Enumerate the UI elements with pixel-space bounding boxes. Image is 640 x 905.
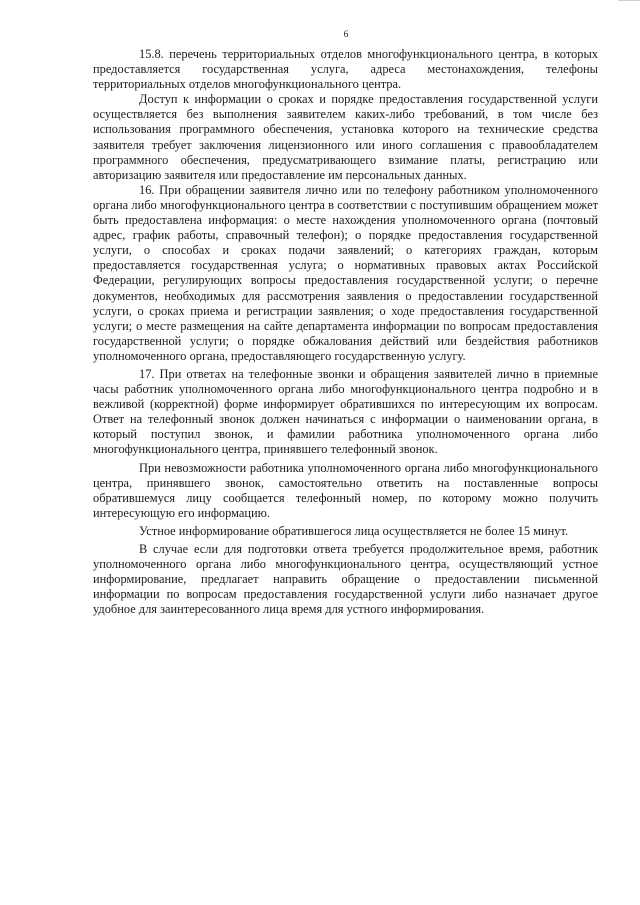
paragraph-long-preparation: В случае если для подготовки ответа требуется продолжительное время, работник уполномоченного органа либо многофункционального центра, осуществляющий устное информирование, предлагает направить обращение о предоставлении письменной информации по вопросам предоставления государственной услуги либо назначает другое удобное для заинтересованного лица время для устного информирования. [93, 542, 598, 617]
paragraph-17: 17. При ответах на телефонные звонки и обращения заявителей лично в приемные часы работник уполномоченного органа либо многофункционального центра подробно и в вежливой (корректной) форме информирует обратившихся по интересующим их вопросам. Ответ на телефонный звонок должен начинаться с информации о наименовании органа, в который поступил звонок, и фамилии работника уполномоченного органа либо многофункционального центра, принявшего телефонный звонок. [93, 366, 598, 457]
paragraph-unable-to-answer: При невозможности работника уполномоченного органа либо многофункционального центра, принявшего звонок, самостоятельно ответить на поставленные вопросы обратившемуся лицу сообщается телефонный номер, по которому можно получить интересующую его информацию. [93, 460, 598, 520]
page-number: 6 [343, 30, 349, 40]
paragraph-access-info: Доступ к информации о сроках и порядке предоставления государственной услуги осуществляется без выполнения заявителем каких-либо требований, в том числе без использования программного обеспечения, установка которого на технические средства заявителя требует заключения лицензионного или иного соглашения с правообладателем программного обеспечения, предусматривающего взимание платы, регистрацию или авторизацию заявителя или предоставление им персональных данных. [93, 92, 598, 182]
scan-edge-mark [618, 0, 640, 1]
document-body [93, 47, 598, 617]
paragraph-16: 16. При обращении заявителя лично или по телефону работником уполномоченного органа либо многофункционального центра в соответствии с поступившим обращением может быть предоставлена информация: о месте нахождения уполномоченного органа (почтовый адрес, график работы, справочный телефон); о порядке предоставления государственной услуги, о способах и сроках подачи заявлений; о категориях граждан, которым предоставляется государственная услуга; о нормативных правовых актах Российской Федерации, регулирующих вопросы предоставления государственной услуги; о перечне документов, необходимых для рассмотрения заявления о предоставлении государственной услуги, о сроках приема и регистрации заявления; о ходе предоставления государственной услуги; о месте размещения на сайте департамента информации по вопросам предоставления государственной услуги; о порядке обжалования действий или бездействия работников уполномоченного органа, предоставляющего государственную услугу. [93, 182, 598, 363]
paragraph-15-8: 15.8. перечень территориальных отделов многофункционального центра, в которых предоставляется государственная услуга, адреса местонахождения, телефоны территориальных отделов многофункционального центра. [93, 47, 598, 92]
paragraph-oral-duration: Устное информирование обратившегося лица осуществляется не более 15 минут. [139, 523, 569, 538]
